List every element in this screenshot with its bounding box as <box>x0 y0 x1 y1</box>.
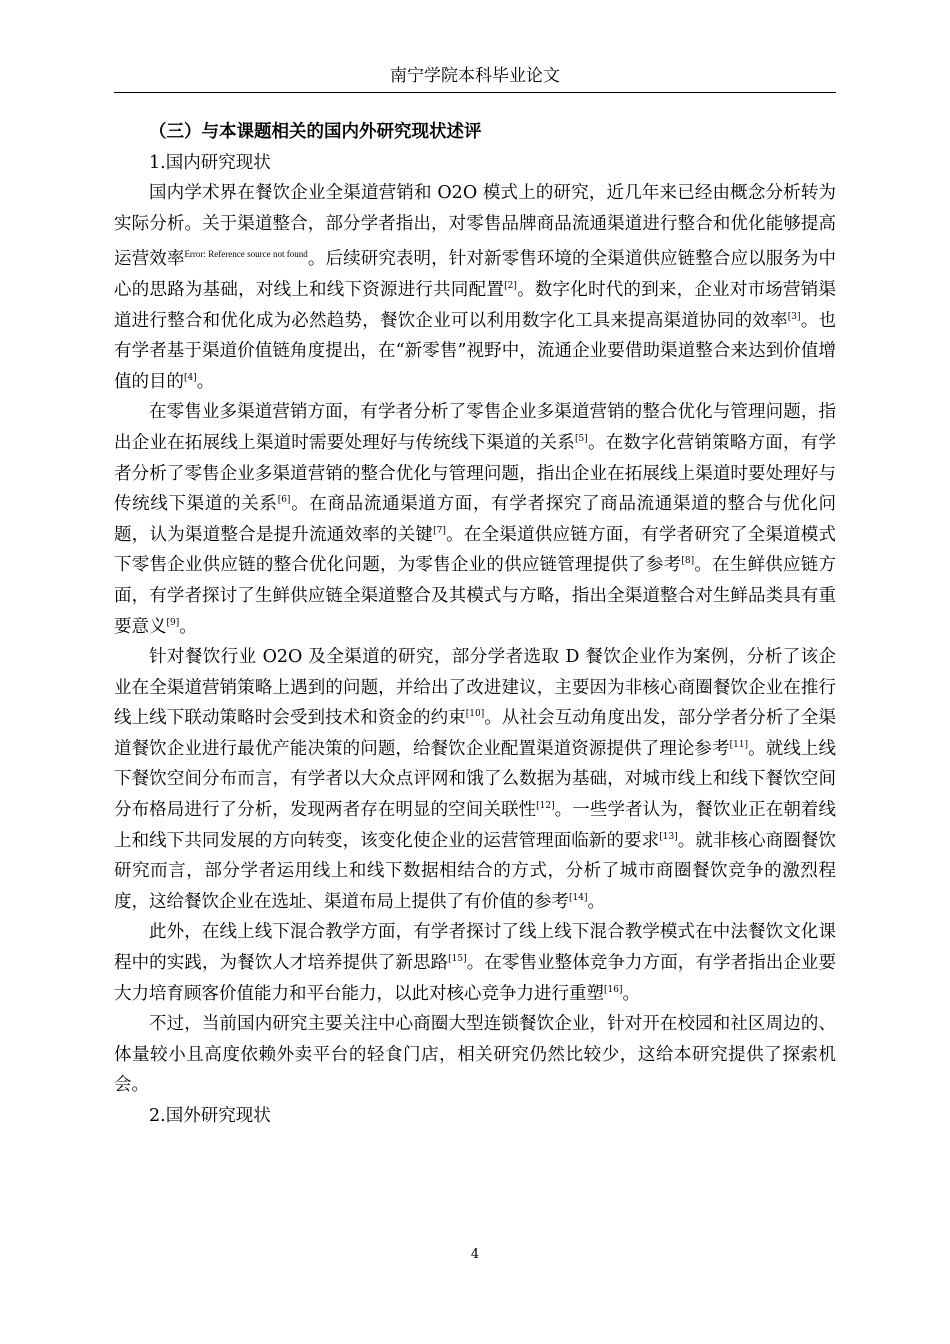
p1-s5: 。 <box>196 371 215 392</box>
page-header: 南宁学院本科毕业论文 <box>390 66 560 86</box>
citation-12: [12] <box>536 801 555 812</box>
citation-14: [14] <box>569 892 588 903</box>
section-heading: （三）与本课题相关的国内外研究现状述评 <box>149 122 482 142</box>
p3-s4: 。一些学者认为，餐饮业正在朝着线上和线下共同发展的方向转变，该变化使企业的运营管理面临新的要求 <box>114 800 836 851</box>
citation-3: [3] <box>787 311 801 322</box>
citation-13: [13] <box>659 831 678 842</box>
p2-s4: 。在全渠道供应链方面，有学者研究了全渠道模式下零售企业供应链的整合优化问题，为零售企业的供应链管理提供了参考 <box>114 524 837 576</box>
p2-s1: 在零售业多渠道营销方面，有学者分析了零售企业多渠道营销的整合优化与管理问题，指出企业在拓展线上渠道时需要处理好与传统线下渠道的关系 <box>114 402 836 453</box>
paragraph-5: 不过，当前国内研究主要关注中心商圈大型连锁餐饮企业，针对开在校园和社区周边的、体量较小且高度依赖外卖平台的轻食门店，相关研究仍然比较少，这给本研究提供了探索机会。 <box>114 1014 836 1096</box>
p1-s3: 。数字化时代的到来，企业对市场营销渠道进行整合和优化成为必然趋势，餐饮企业可以利用数字化工具来提高渠道协同的效率 <box>114 279 837 331</box>
paragraph-1 <box>114 178 836 397</box>
citation-5: [5] <box>575 433 588 444</box>
p1-s1: 国内学术界在餐饮企业全渠道营销和 O2O 模式上的研究，近几年来已经由概念分析转为实际分析。关于渠道整合，部分学者指出，对零售品牌商品流通渠道进行整合和优化能够提高运营效率 <box>114 183 836 270</box>
citation-8: [8] <box>681 556 695 567</box>
citation-9: [9] <box>166 617 180 628</box>
p1-s4: 。也有学者基于渠道价值链角度提出，在“新零售”视野中，流通企业要借助渠道整合来达到价值增值的目的 <box>114 310 837 392</box>
page-number: 4 <box>470 1247 480 1262</box>
citation-6: [6] <box>277 495 291 506</box>
p3-s2: 。从社会互动角度出发，部分学者分析了全渠道餐饮企业进行最优产能决策的问题，给餐饮企业配置渠道资源提供了理论参考 <box>114 708 837 759</box>
p4-s1: 此外，在线上线下混合教学方面，有学者探讨了线上线下混合教学模式在中法餐饮文化课程中的实践，为餐饮人才培养提供了新思路 <box>114 922 836 974</box>
p4-s2: 。在零售业整体竞争力方面，有学者指出企业要大力培育顾客价值能力和平台能力，以此对核心竞争力进行重塑 <box>114 953 837 1004</box>
paragraph-3 <box>114 642 836 917</box>
p3-s3: 。就线上线下餐饮空间分布而言，有学者以大众点评网和饿了么数据为基础，对城市线上和线下餐饮空间分布格局进行了分析，发现两者存在明显的空间关联性 <box>114 738 837 821</box>
citation-10: [10] <box>465 709 485 720</box>
paragraph-2 <box>114 397 836 642</box>
reference-error: Error: Reference source not found <box>184 249 308 260</box>
citation-15: [15] <box>448 954 467 965</box>
p2-s2: 。在数字化营销策略方面，有学者分析了零售企业多渠道营销的整合优化与管理问题，指出企业在拓展线上渠道时要处理好与传统线下渠道的关系 <box>114 432 837 515</box>
citation-11: [11] <box>729 739 749 750</box>
paragraph-4 <box>114 917 836 1009</box>
citation-2: [2] <box>504 280 517 291</box>
p3-s1: 针对餐饮行业 O2O 及全渠道的研究，部分学者选取 D 餐饮企业作为案例，分析了该企业在全渠道营销策略上遇到的问题，并给出了改进建议，主要因为非核心商圈餐饮企业在推行线上线下联动策略时会受到技术和资金的约束 <box>114 647 836 729</box>
p4-s3: 。 <box>622 983 640 1004</box>
body-text <box>114 117 836 1132</box>
p2-s3: 。在商品流通渠道方面，有学者探究了商品流通渠道的整合与优化问题，认为渠道整合是提升流通效率的关键 <box>114 494 837 545</box>
citation-7: [7] <box>433 525 446 536</box>
subsection-domestic: 1.国内研究现状 <box>149 152 271 173</box>
header-rule <box>114 92 836 93</box>
p3-s5: 。就非核心商圈餐饮研究而言，部分学者运用线上和线下数据相结合的方式，分析了城市商圈餐饮竞争的激烈程度，这给餐饮企业在选址、渠道布局上提供了有价值的参考 <box>114 830 837 912</box>
p2-s5: 。在生鲜供应链方面，有学者探讨了生鲜供应链全渠道整合及其模式与方略，指出全渠道整合对生鲜品类具有重要意义 <box>114 555 837 637</box>
p2-s6: 。 <box>179 616 197 637</box>
citation-4: [4] <box>184 372 197 383</box>
p1-s2: 。后续研究表明，针对新零售环境的全渠道供应链整合应以服务为中心的思路为基础，对线上和线下资源进行共同配置 <box>114 249 837 300</box>
p3-s6: 。 <box>587 891 605 912</box>
citation-16: [16] <box>604 984 623 995</box>
subsection-foreign: 2.国外研究现状 <box>149 1106 271 1126</box>
